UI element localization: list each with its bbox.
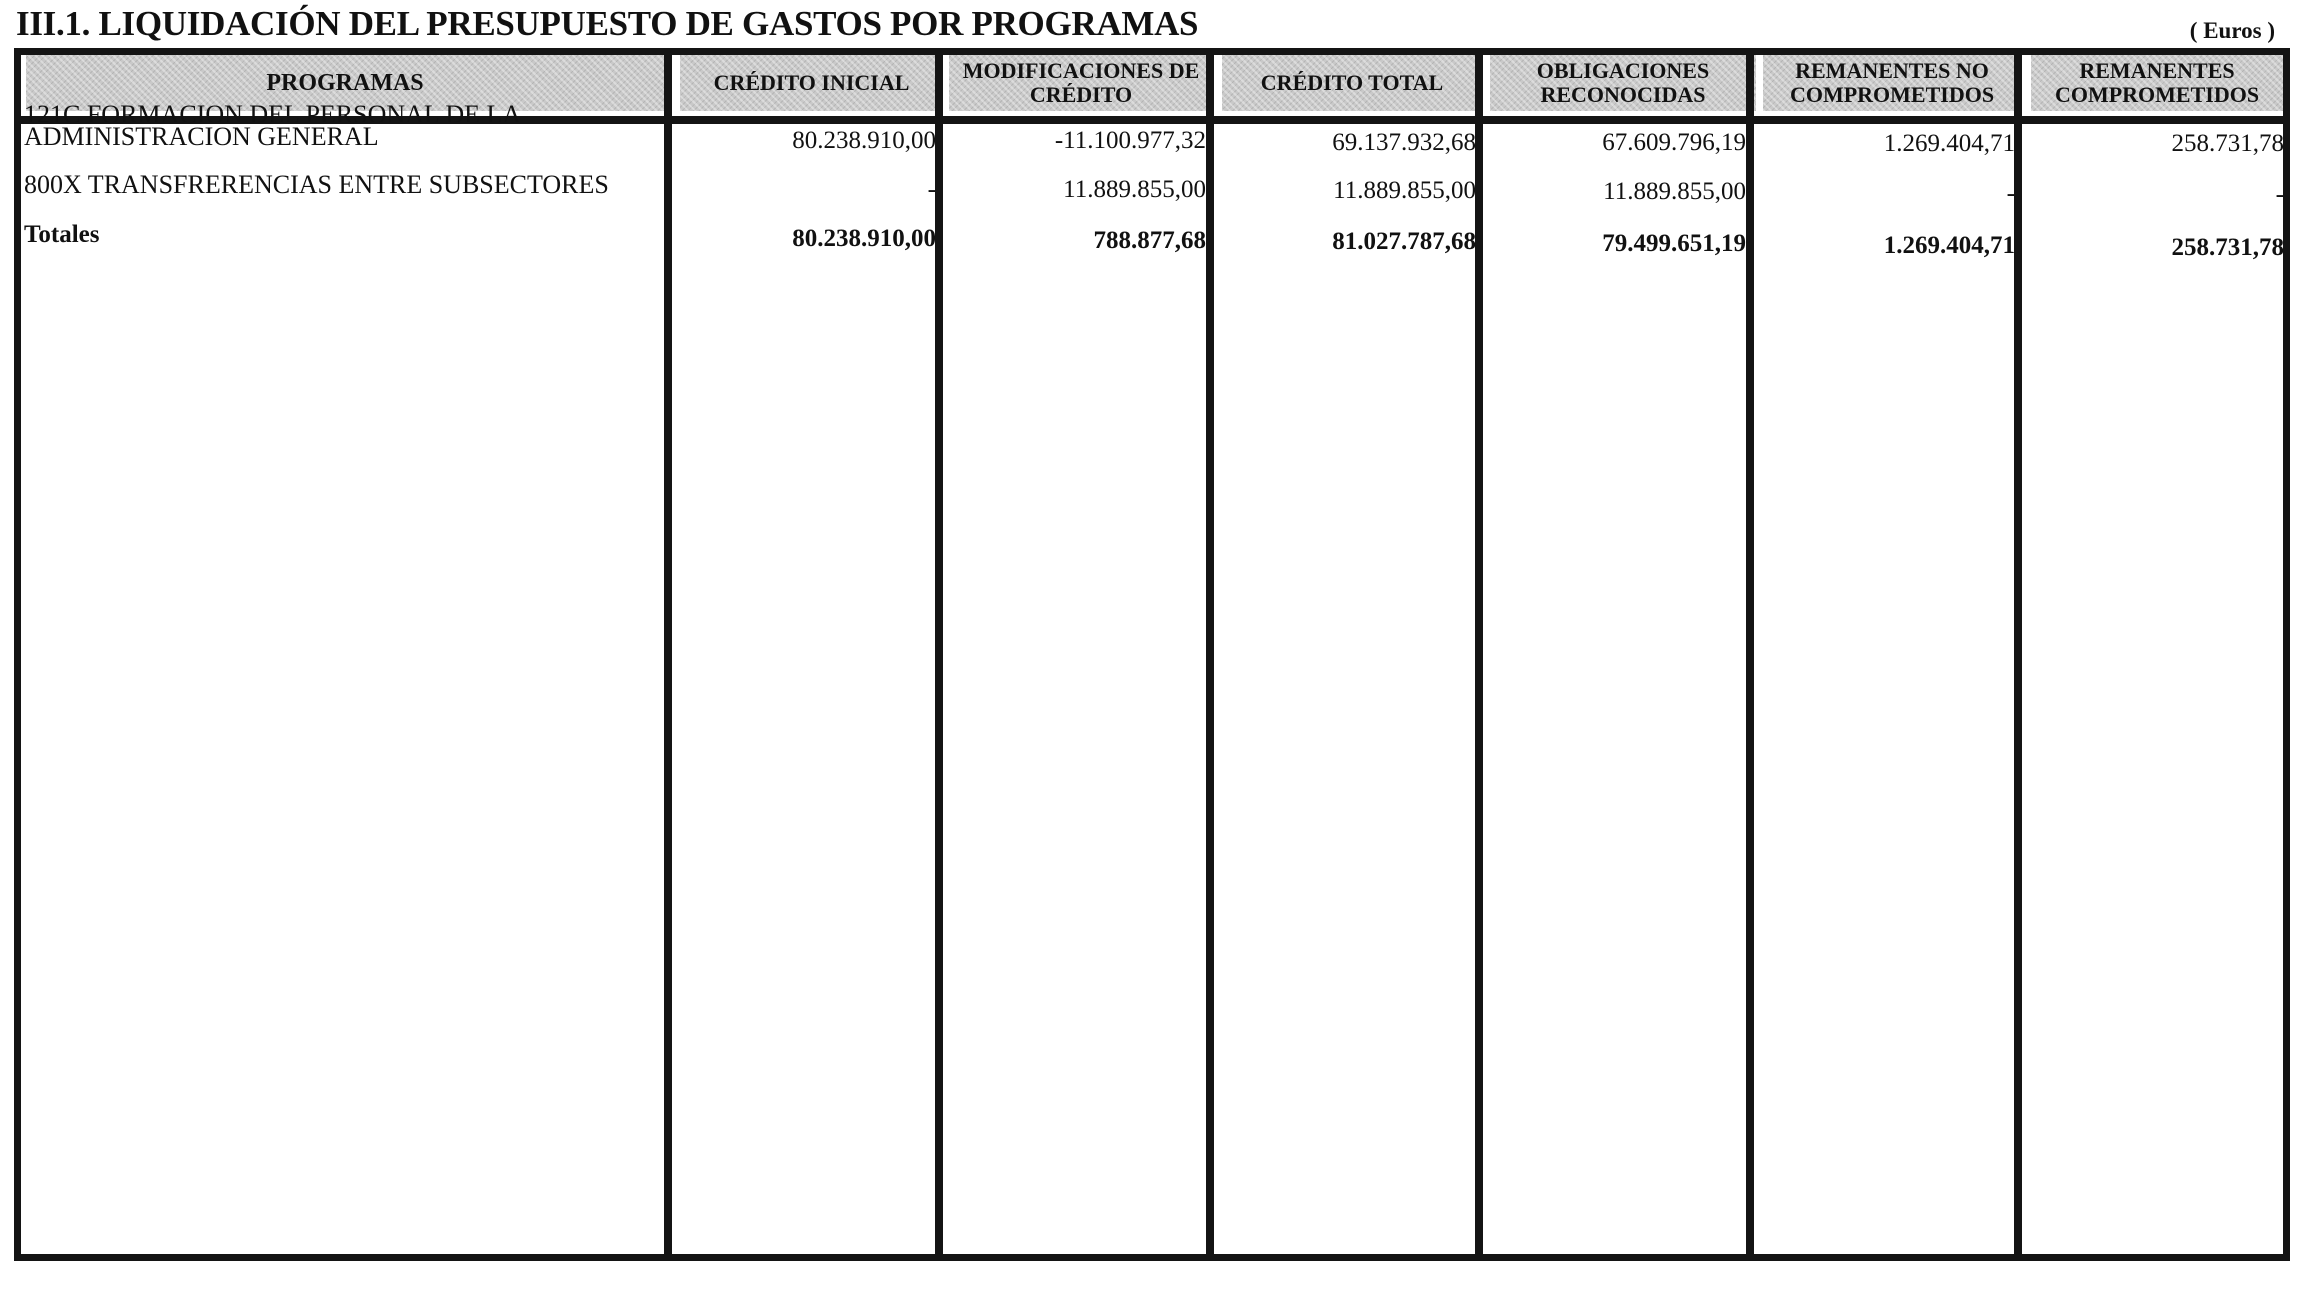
total-credito-total: 81.027.787,68 [1332,228,1476,255]
column-divider [1746,48,1754,1261]
cell-obligaciones: 67.609.796,19 [1602,129,1746,156]
total-remanentes-comp: 258.731,78 [2171,234,2284,261]
cell-credito-inicial: - [927,176,936,203]
cell-remanentes-comp: - [2275,181,2284,208]
cell-obligaciones: 11.889.855,00 [1603,178,1746,205]
row-programa-121c [24,100,522,151]
cell-remanentes-comp: 258.731,78 [2171,130,2284,157]
total-credito-inicial: 80.238.910,00 [792,225,936,252]
header-programas: PROGRAMAS [26,55,664,111]
row-programa-800x: 800X TRANSFRERENCIAS ENTRE SUBSECTORES [24,170,609,199]
cell-modificaciones: -11.100.977,32 [1054,127,1206,154]
row-programa-line1: 121C FORMACION DEL PERSONAL DE LA [24,100,522,122]
cell-credito-inicial: 80.238.910,00 [792,127,936,154]
column-divider [1206,48,1214,1261]
header-obligaciones: OBLIGACIONES RECONOCIDAS [1490,55,1756,111]
header-remanentes-comp: REMANENTES COMPROMETIDOS [2031,55,2283,111]
cell-credito-total: 69.137.932,68 [1332,129,1476,156]
column-divider [664,48,672,1261]
total-remanentes-no: 1.269.404,71 [1883,232,2015,259]
total-modificaciones: 788.877,68 [1093,227,1206,254]
header-modificaciones: MODIFICACIONES DE CRÉDITO [949,55,1213,111]
row-programa-line2: ADMINISTRACION GENERAL [24,122,379,151]
document-title: III.1. LIQUIDACIÓN DEL PRESUPUESTO DE GASTOS POR PROGRAMAS [16,4,1199,43]
column-divider [935,48,943,1261]
units-label: ( Euros ) [2189,18,2275,43]
column-divider [2014,48,2022,1261]
cell-modificaciones: 11.889.855,00 [1063,176,1206,203]
total-obligaciones: 79.499.651,19 [1602,230,1746,257]
column-divider [1475,48,1483,1261]
cell-remanentes-no: - [2006,180,2015,207]
header-remanentes-no: REMANENTES NO COMPROMETIDOS [1763,55,2021,111]
totals-label: Totales [24,221,100,248]
cell-remanentes-no: 1.269.404,71 [1883,130,2015,157]
cell-credito-total: 11.889.855,00 [1333,177,1476,204]
header-credito-inicial: CRÉDITO INICIAL [680,55,943,111]
header-credito-total: CRÉDITO TOTAL [1222,55,1482,111]
